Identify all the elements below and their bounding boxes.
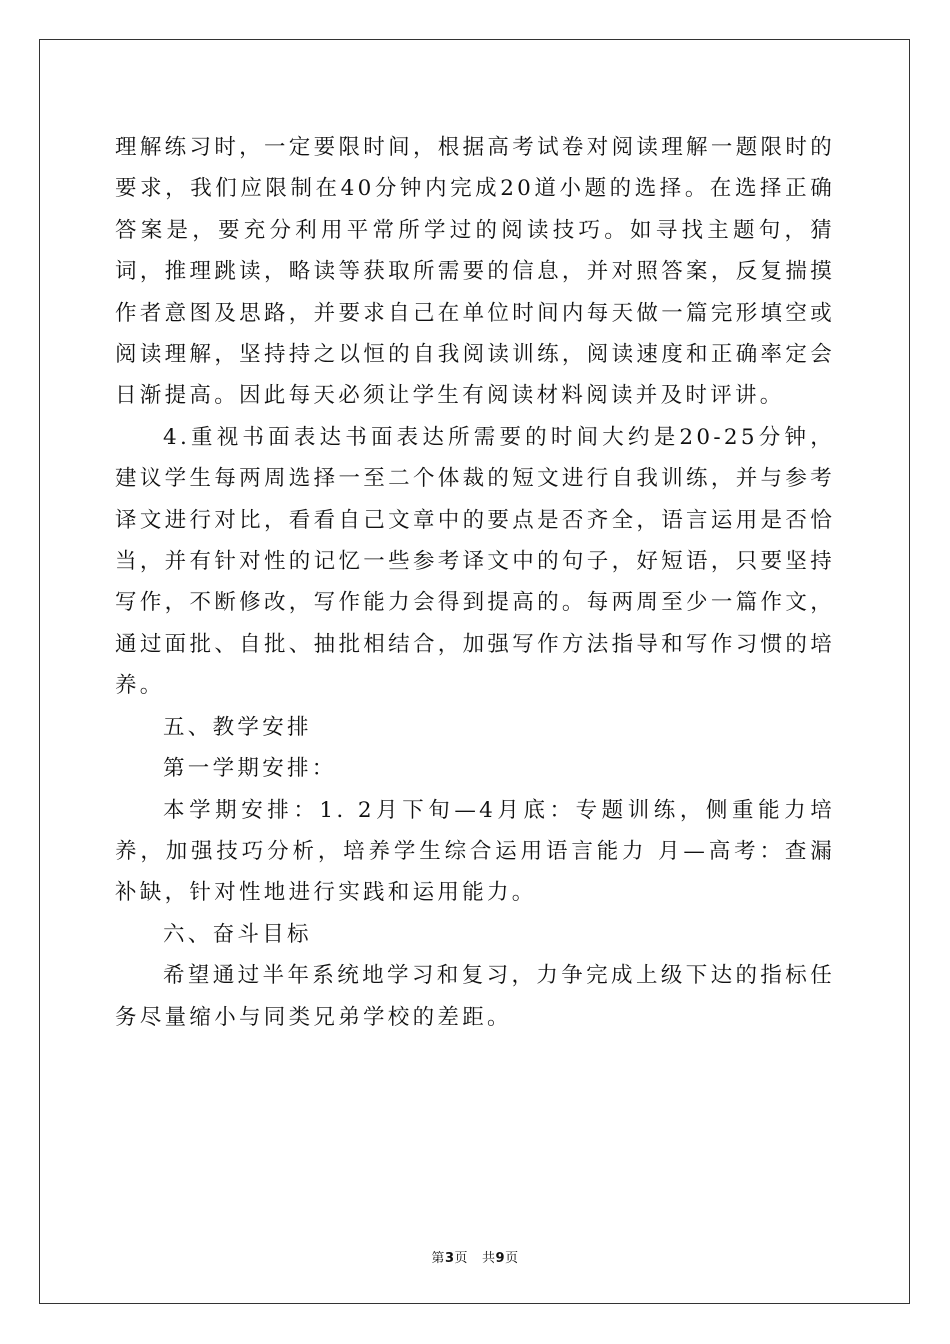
section-heading-goals: 六、奋斗目标 [163, 921, 312, 947]
paragraph-semester-plan: 本学期安排：1. 2月下旬—4月底：专题训练，侧重能力培养，加强技巧分析，培养学生综合运用语言能力 月—高考：查漏补缺，针对性地进行实践和运用能力。 [115, 797, 835, 906]
page-footer [0, 1247, 950, 1266]
paragraph-writing-practice: 4.重视书面表达书面表达所需要的时间大约是20-25分钟，建议学生每两周选择一至二个体裁的短文进行自我训练，并与参考译文进行对比，看看自己文章中的要点是否齐全，语言运用是否恰当，并有针对性的记忆一些参考译文中的句子，好短语，只要坚持写作，不断修改，写作能力会得到提高的。每两周至少一篇作文，通过面批、自批、抽批相结合，加强写作方法指导和写作习惯的培养。 [115, 424, 835, 699]
subheading-first-semester: 第一学期安排： [163, 756, 337, 782]
document-body [115, 127, 835, 1038]
paragraph-goals: 希望通过半年系统地学习和复习，力争完成上级下达的指标任务尽量缩小与同类兄弟学校的差距。 [115, 963, 835, 1030]
paragraph-reading-practice: 理解练习时，一定要限时间，根据高考试卷对阅读理解一题限时的要求，我们应限制在40分钟内完成20道小题的选择。在选择正确答案是，要充分利用平常所学过的阅读技巧。如寻找主题句，猜词，推理跳读，略读等获取所需要的信息，并对照答案，反复揣摸作者意图及思路，并要求自己在单位时间内每天做一篇完形填空或阅读理解，坚持持之以恒的自我阅读训练，阅读速度和正确率定会日渐提高。因此每天必须让学生有阅读材料阅读并及时评讲。 [115, 135, 835, 409]
footer-total-prefix: 共 [482, 1251, 496, 1266]
footer-total-suffix: 页 [505, 1251, 519, 1266]
section-heading-teaching-schedule: 五、教学安排 [163, 714, 312, 740]
footer-current-page: 3 [444, 1251, 455, 1266]
footer-page-word: 页 [454, 1251, 468, 1266]
footer-prefix: 第 [431, 1251, 445, 1266]
footer-total-pages: 9 [495, 1251, 506, 1266]
